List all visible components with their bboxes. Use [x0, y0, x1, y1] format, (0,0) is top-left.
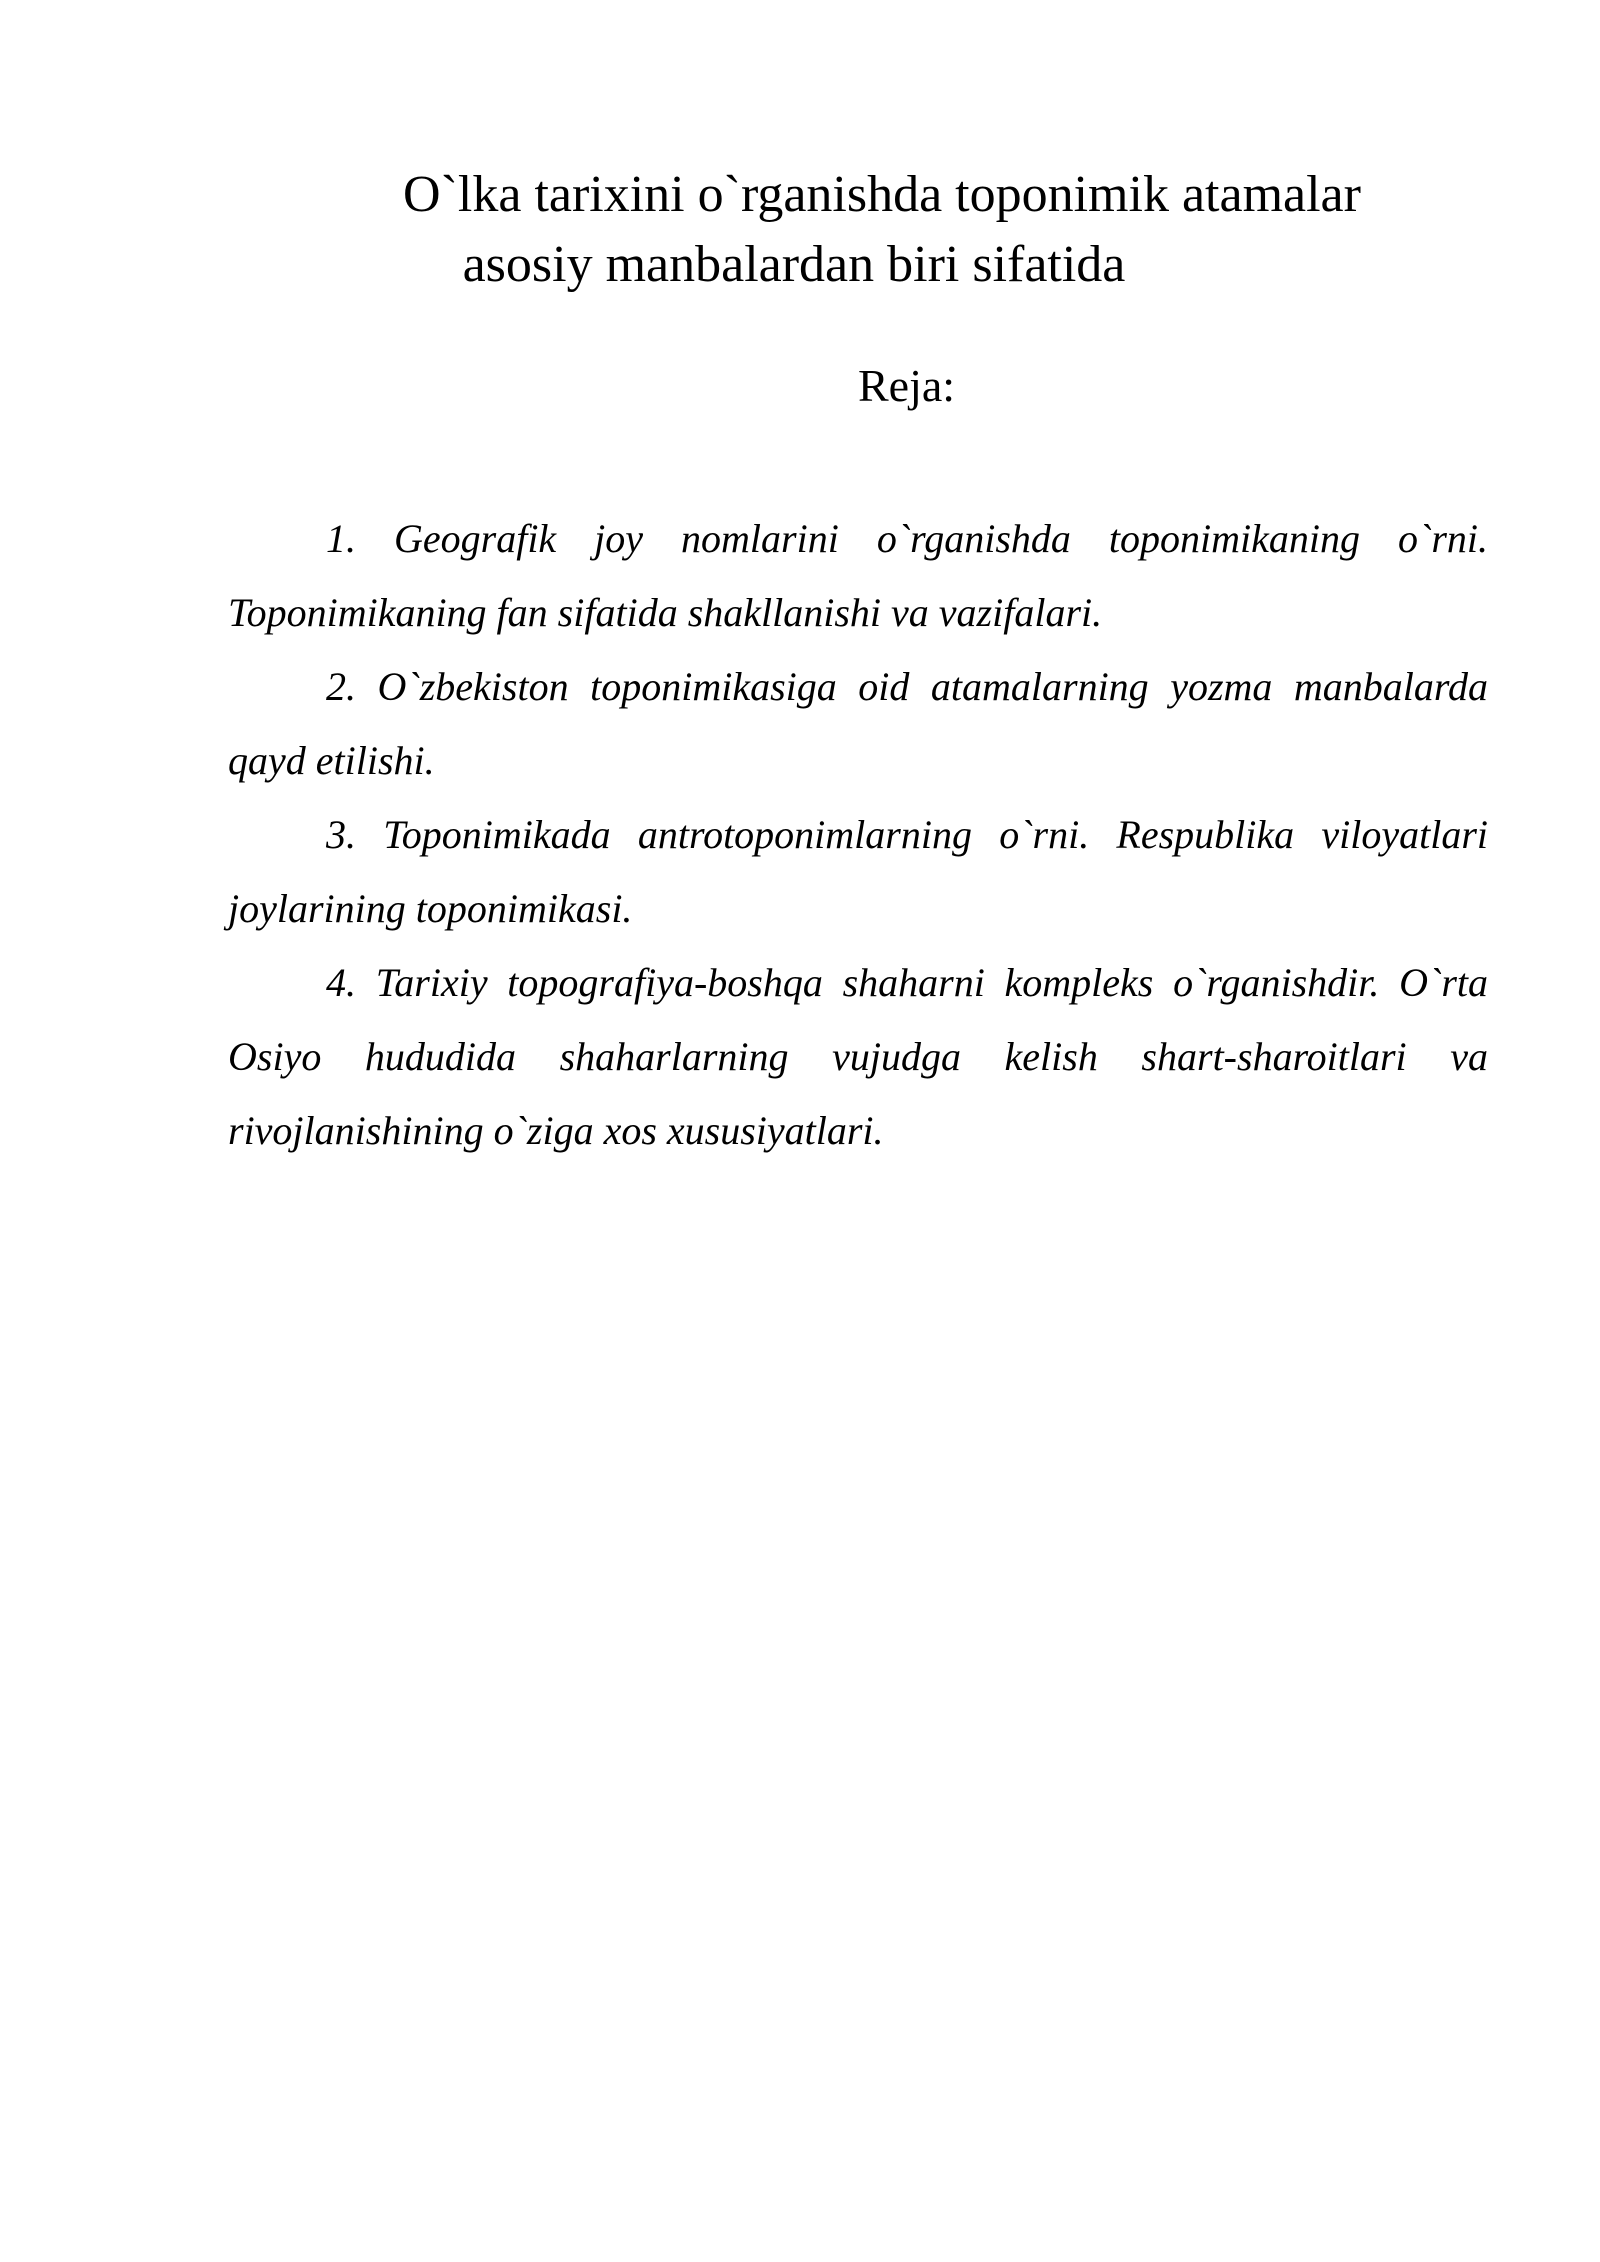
title-line-2: asosiy manbalardan biri sifatida — [462, 236, 1126, 293]
plan-heading: Reja: — [858, 360, 956, 411]
plan-item: 1. Geografik joy nomlarini o`rganishda toponimikaning o`rni. Toponimikaning fan sifatida shakllanishi va vazifalari. — [228, 516, 1488, 635]
document-title — [200, 160, 1400, 300]
plan-item: 3. Toponimikada antrotoponimlarning o`rni. Respublika viloyatlari joylarining toponimikasi. — [228, 812, 1488, 931]
plan-list — [228, 502, 1488, 1168]
plan-item: 4. Tarixiy topografiya-boshqa shaharni kompleks o`rganishdir. O`rta Osiyo hududida shaharlarning vujudga kelish shart-sharoitlari va rivojlanishining o`ziga xos xususiyatlari. — [228, 960, 1488, 1153]
plan-item: 2. O`zbekiston toponimikasiga oid atamalarning yozma manbalarda qayd etilishi. — [228, 664, 1488, 783]
title-line-1: O`lka tarixini o`rganishda toponimik atamalar — [403, 166, 1361, 223]
